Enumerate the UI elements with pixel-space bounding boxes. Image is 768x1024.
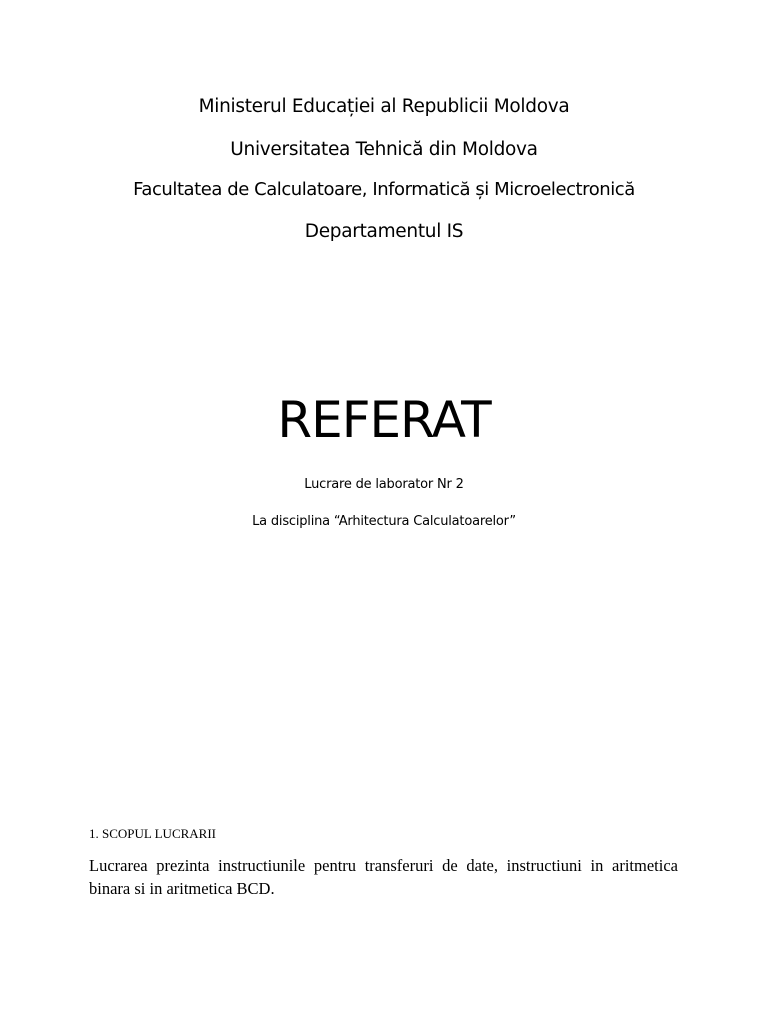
faculty-name: Facultatea de Calculatoare, Informatică și Microelectronică [133, 179, 635, 200]
section-heading: 1. SCOPUL LUCRARII [89, 826, 217, 841]
section-paragraph: Lucrarea prezinta instructiunile pentru transferuri de date, instructiuni in aritmetica binara si in aritmetica BCD. [89, 856, 678, 898]
lab-number: Lucrare de laborator Nr 2 [304, 477, 464, 492]
discipline-name: La disciplina “Arhitectura Calculatoarelor” [252, 514, 516, 529]
ministry-name: Ministerul Educației al Republicii Moldova [198, 96, 570, 117]
university-name: Universitatea Tehnică din Moldova [230, 139, 538, 160]
department-name: Departamentul IS [304, 221, 464, 242]
document-title: REFERAT [277, 391, 491, 449]
